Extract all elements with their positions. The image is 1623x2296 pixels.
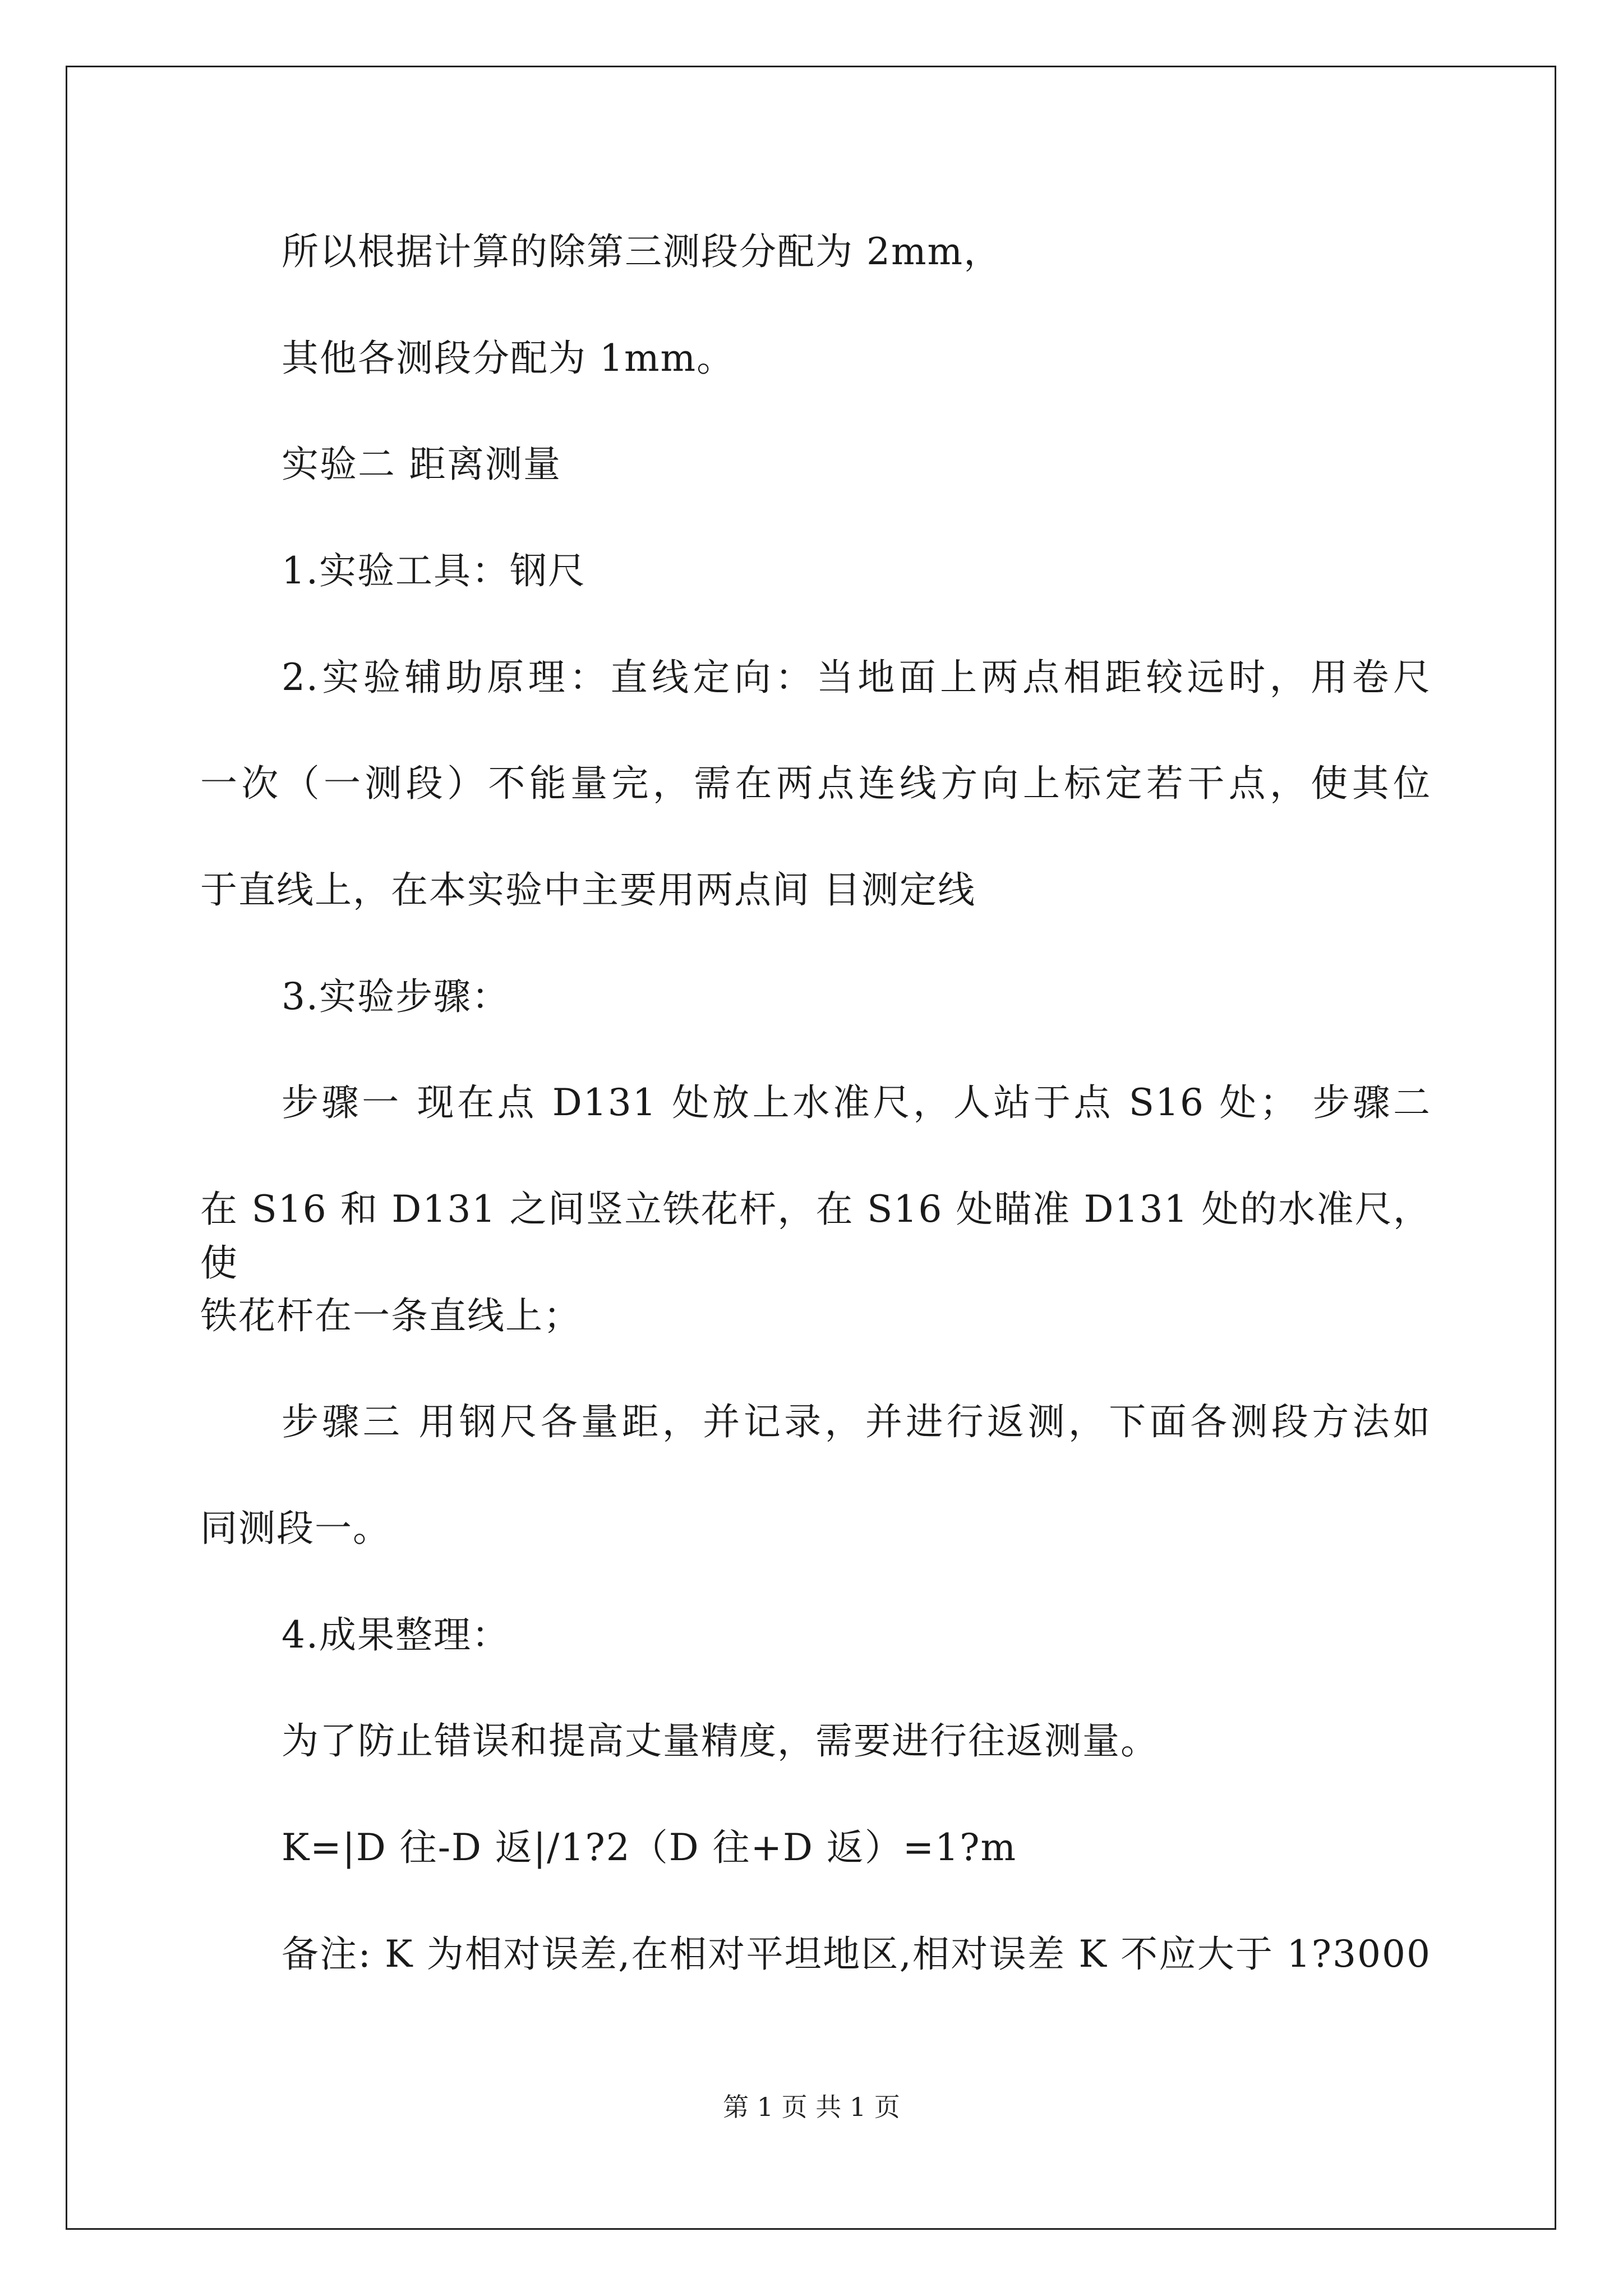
text-line: 4.成果整理：	[282, 1613, 510, 1657]
page-border	[66, 66, 1556, 2230]
text-line: 步骤三 用钢尺各量距，并记录，并进行返测，下面各测段方法如	[282, 1400, 1431, 1443]
text-line: 一次（一测段）不能量完，需在两点连线方向上标定若干点，使其位	[200, 762, 1431, 805]
text-line: 铁花杆在一条直线上；	[200, 1294, 582, 1337]
text-line: 3.实验步骤：	[282, 975, 510, 1018]
text-line: 2.实验辅助原理：直线定向：当地面上两点相距较远时，用卷尺	[282, 656, 1431, 699]
text-line: 步骤一 现在点 D131 处放上水准尺，人站于点 S16 处； 步骤二	[282, 1081, 1431, 1124]
note-line: 备注: K 为相对误差,在相对平坦地区,相对误差 K 不应大于 1?3000	[282, 1932, 1431, 1976]
text-line: 在 S16 和 D131 之间竖立铁花杆，在 S16 处瞄准 D131 处的水准尺，使	[200, 1188, 1431, 1285]
formula-line: K=|D 往-D 返|/1?2（D 往+D 返）=1?m	[282, 1826, 1017, 1869]
text-line: 所以根据计算的除第三测段分配为 2mm，	[282, 230, 1002, 273]
text-line: 同测段一。	[200, 1507, 391, 1550]
text-line: 其他各测段分配为 1mm。	[282, 337, 735, 380]
text-line: 为了防止错误和提高丈量精度，需要进行往返测量。	[282, 1719, 1159, 1763]
text-line: 1.实验工具：钢尺	[282, 549, 586, 592]
text-line: 于直线上，在本实验中主要用两点间 目测定线	[200, 868, 976, 912]
page-footer: 第 1 页 共 1 页	[723, 2092, 900, 2122]
section-heading: 实验二 距离测量	[282, 443, 561, 486]
